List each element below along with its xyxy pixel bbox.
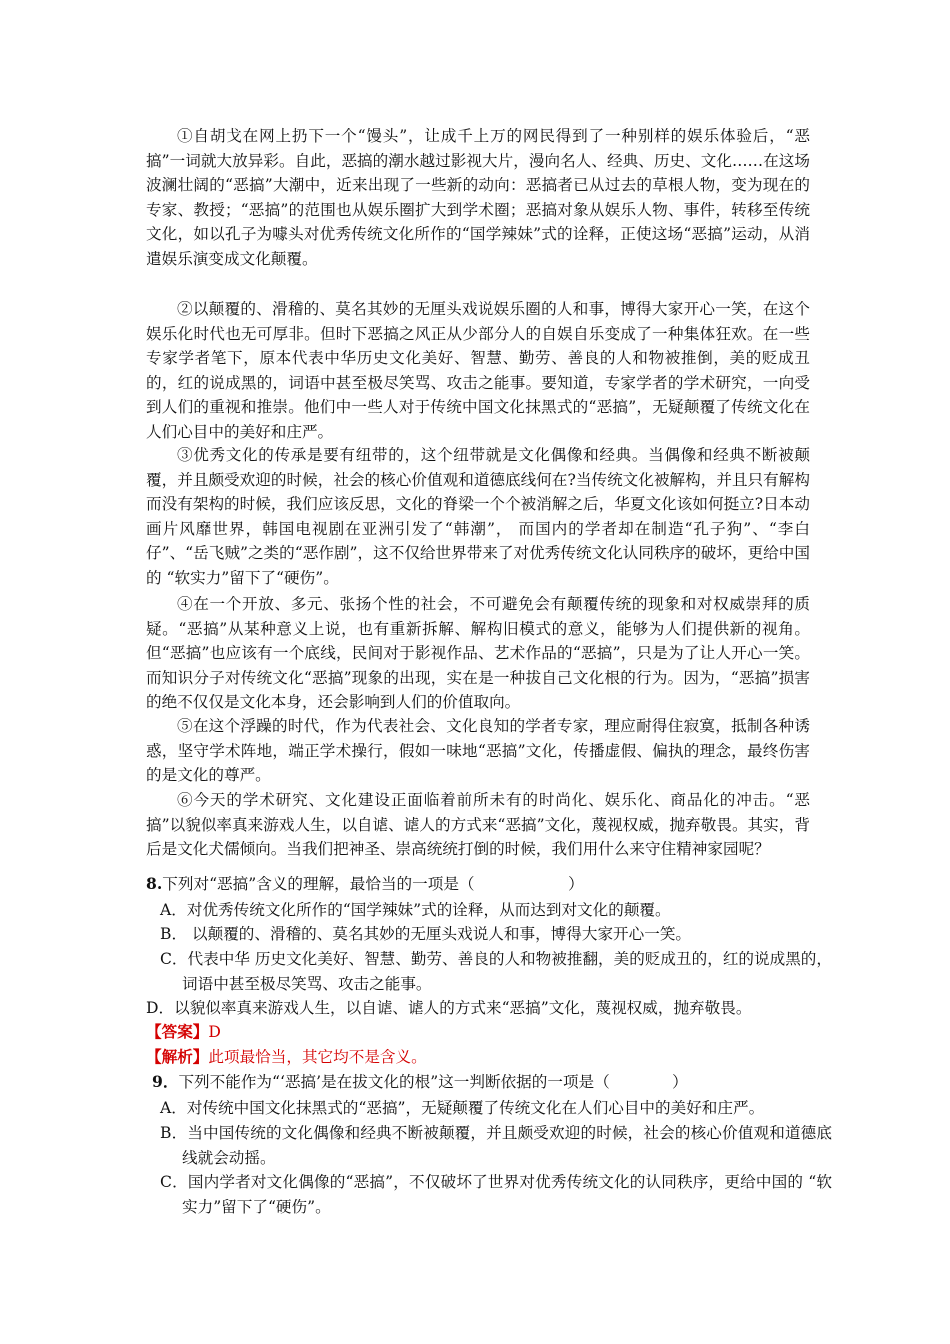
passage-paragraph-6: ⑥今天的学术研究、文化建设正面临着前所未有的时尚化、娱乐化、商品化的冲击。“恶搞”以貌似率真来游戏人生，以自谑、谑人的方式来“恶搞”文化，蔑视权威，抛弃敬畏。其实，背后是文化犬儒倾向。当我们把神圣、崇高统统打倒的时候，我们用什么来守住精神家园呢？	[146, 791, 810, 858]
question-8-answer	[146, 1020, 810, 1045]
question-9-stem	[152, 1070, 816, 1095]
question-8-stem	[146, 872, 810, 897]
question-9-option-a: A．对传统中国文化抹黑式的“恶搞”，无疑颠覆了传统文化在人们心目中的美好和庄严。	[160, 1099, 765, 1117]
answer-value: D	[208, 1023, 221, 1041]
passage-paragraph-4: ④在一个开放、多元、张扬个性的社会，不可避免会有颠覆传统的现象和对权威崇拜的质疑。“恶搞”从某种意义上说，也有重新拆解、解构旧模式的意义，能够为人们提供新的视角。但“恶搞”也应该有一个底线，民间对于影视作品、艺术作品的“恶搞”，只是为了让人开心一笑。而知识分子对传统文化“恶搞”现象的出现，实在是一种拔自己文化根的行为。因为，“恶搞”损害的绝不仅仅是文化本身，还会影响到人们的价值取向。	[146, 595, 810, 711]
question-8-number: 8.	[146, 874, 163, 893]
question-9-option-c: C．国内学者对文化偶像的“恶搞”，不仅破坏了世界对优秀传统文化的认同秩序，更给中国的 “软实力”留下了“硬伤”。	[160, 1173, 832, 1216]
question-9-text: 下列不能作为“‘恶搞’是在拔文化的根”这一判断依据的一项是（ ）	[178, 1073, 688, 1091]
question-8-option-d: D．以貌似率真来游戏人生，以自谑、谑人的方式来“恶搞”文化，蔑视权威，抛弃敬畏。	[146, 999, 752, 1017]
analysis-label: 【解析】	[146, 1047, 209, 1066]
question-8-option-b: B． 以颠覆的、滑稽的、莫名其妙的无厘头戏说人和事，博得大家开心一笑。	[160, 925, 692, 943]
question-9-option-b: B．当中国传统的文化偶像和经典不断被颠覆，并且颇受欢迎的时候，社会的核心价值观和道德底线就会动摇。	[160, 1124, 832, 1167]
passage-paragraph-1: ①自胡戈在网上扔下一个“馒头”，让成千上万的网民得到了一种别样的娱乐体验后，“恶搞”一词就大放异彩。自此，恶搞的潮水越过影视大片，漫向名人、经典、历史、文化……在这场波澜壮阔的“恶搞”大潮中，近来出现了一些新的动向：恶搞者已从过去的草根人物，变为现在的专家、教授；“恶搞”的范围也从娱乐圈扩大到学术圈；恶搞对象从娱乐人物、事件，转移至传统文化，如以孔子为噱头对优秀传统文化所作的“国学辣妹”式的诠释，正使这场“恶搞”运动，从消遣娱乐演变成文化颠覆。	[146, 127, 810, 268]
passage-paragraph-3: ③优秀文化的传承是要有纽带的，这个纽带就是文化偶像和经典。当偶像和经典不断被颠覆，并且颇受欢迎的时候，社会的核心价值观和道德底线何在?当传统文化被解构，并且只有解构而没有架构的时候，我们应该反思，文化的脊梁一个个被消解之后，华夏文化该如何挺立?日本动画片风靡世界，韩国电视剧在亚洲引发了“韩潮”， 而国内的学者却在制造“孔子狗”、“李白仔”、“岳飞贼”之类的“恶作剧”，这不仅给世界带来了对优秀传统文化认同秩序的破坏，更给中国的 “软实力”留下了“硬伤”。	[146, 446, 810, 587]
question-8-option-c: C．代表中华 历史文化美好、智慧、勤劳、善良的人和物被推翻，美的贬成丑的，红的说成黑的，词语中甚至极尽笑骂、攻击之能事。	[160, 950, 832, 993]
analysis-value: 此项最恰当，其它均不是含义。	[208, 1048, 427, 1066]
answer-label: 【答案】	[146, 1022, 209, 1041]
question-8-analysis	[146, 1045, 810, 1070]
question-9-number: 9．	[152, 1072, 179, 1091]
question-8-option-a: A．对优秀传统文化所作的“国学辣妹”式的诠释，从而达到对文化的颠覆。	[160, 901, 671, 919]
passage-paragraph-2: ②以颠覆的、滑稽的、莫名其妙的无厘头戏说娱乐圈的人和事，博得大家开心一笑，在这个娱乐化时代也无可厚非。但时下恶搞之风正从少部分人的自娱自乐变成了一种集体狂欢。在一些专家学者笔下，原本代表中华历史文化美好、智慧、勤劳、善良的人和物被推倒，美的贬成丑的，红的说成黑的，词语中甚至极尽笑骂、攻击之能事。要知道，专家学者的学术研究，一向受到人们的重视和推崇。他们中一些人对于传统中国文化抹黑式的“恶搞”，无疑颠覆了传统文化在人们心目中的美好和庄严。	[146, 300, 810, 441]
question-8-text: 下列对“恶搞”含义的理解，最恰当的一项是（ ）	[162, 875, 584, 893]
passage-paragraph-5: ⑤在这个浮躁的时代，作为代表社会、文化良知的学者专家，理应耐得住寂寞，抵制各种诱惑，坚守学术阵地，端正学术操行，假如一味地“恶搞”文化，传播虚假、偏执的理念，最终伤害的是文化的尊严。	[146, 717, 810, 784]
